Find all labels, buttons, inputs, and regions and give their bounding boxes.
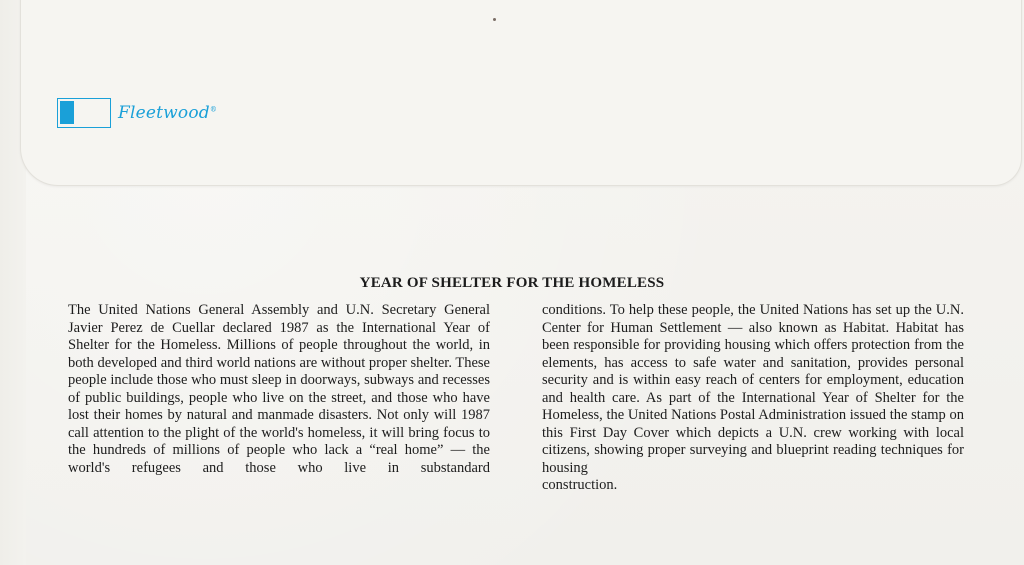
fleetwood-logo-mark: [57, 98, 111, 128]
paper-speck: [493, 18, 496, 21]
brand-name-text: Fleetwood: [118, 103, 210, 123]
brand-name: [118, 103, 217, 123]
article-right-column: [542, 302, 964, 495]
logo-mark-fill: [60, 101, 74, 124]
article-right-last-line: construction.: [542, 477, 618, 493]
article-right-text: conditions. To help these people, the United Nations has set up the U.N. Center for Human Settlement — also known as Habitat. Habitat has been responsible for providing housing which offers protection from the elements, has access to safe water and sanitation, provides personal security and is within easy reach of centers for employment, education and health care. As part of the International Year of Shelter for the Homeless, the United Nations Postal Administration issued the stamp on this First Day Cover which depicts a U.N. crew working with local citizens, showing proper surveying and blueprint reading techniques for housing: [542, 302, 964, 476]
fleetwood-logo: [57, 98, 217, 128]
trademark-symbol: ®: [209, 105, 218, 114]
envelope-flap: [20, 0, 1022, 186]
article-title: YEAR OF SHELTER FOR THE HOMELESS: [359, 275, 665, 291]
article-left-column: The United Nations General Assembly and U.N. Secretary General Javier Perez de Cuellar declared 1987 as the International Year of Shelter for the Homeless. Millions of people throughout the world, in both developed and third world nations are without proper shelter. These people include those who must sleep in doorways, subways and recesses of public buildings, people who live on the street, and those who have lost their homes by natural and manmade disasters. Not only will 1987 call attention to the plight of the world's homeless, it will bring focus to the hundreds of millions of people who lack a “real home” — the world's refugees and those who live in substandard: [68, 302, 490, 476]
